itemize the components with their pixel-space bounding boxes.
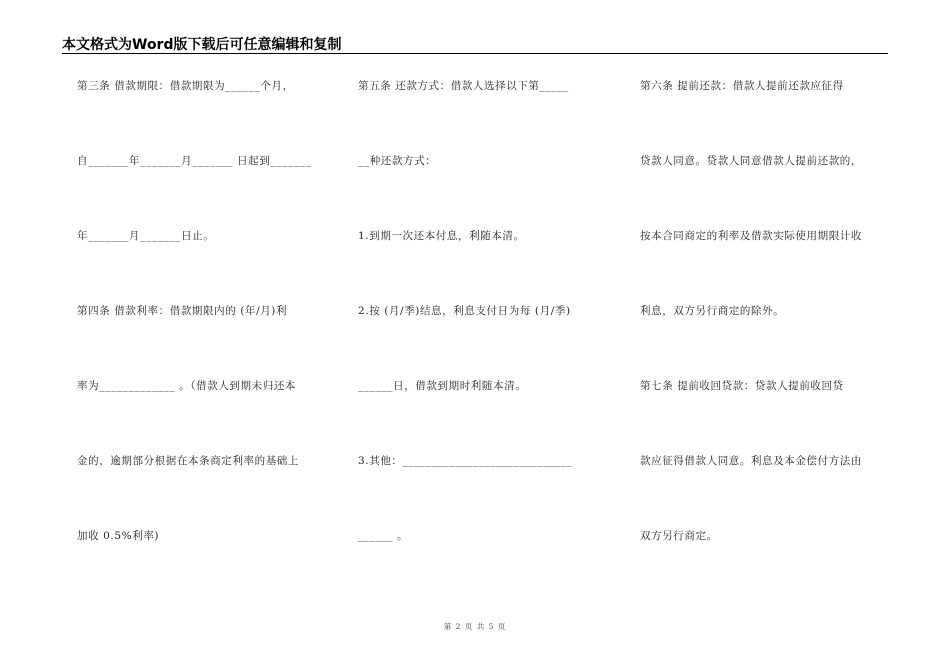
text-line: 按本合同商定的利率及借款实际使用期限计收 [640, 230, 862, 242]
text-line: ______ 。 [358, 530, 409, 542]
text-line: 自_______年_______月_______ 日起到_______ [77, 155, 312, 167]
page-number: 第 2 页 共 5 页 [443, 622, 507, 631]
text-line: 金的，逾期部分根据在本条商定利率的基础上 [77, 455, 299, 467]
text-line: 2.按 (月/季)结息，利息支付日为每 (月/季) [358, 305, 571, 317]
text-line: 加收 0.5%利率) [77, 530, 160, 542]
text-line: 款应征得借款人同意。利息及本金偿付方法由 [640, 455, 862, 467]
page-header-title: 本文格式为Word版下载后可任意编辑和复制 [62, 37, 342, 53]
text-line: 双方另行商定。 [640, 530, 718, 542]
text-line: 第三条 借款期限：借款期限为______个月， [77, 80, 294, 92]
text-line: 年_______月_______日止。 [77, 230, 215, 242]
text-line: 1.到期一次还本付息，利随本清。 [358, 230, 525, 242]
text-line: 利息，双方另行商定的除外。 [640, 305, 785, 317]
text-line: 第四条 借款利率：借款期限内的 (年/月)利 [77, 305, 288, 317]
header-divider [62, 53, 888, 54]
text-line: 第五条 还款方式：借款人选择以下第_____ [358, 80, 569, 92]
text-line: __种还款方式： [358, 155, 437, 167]
text-line: 率为_____________ 。（借款人到期未归还本 [77, 380, 297, 392]
text-line: 贷款人同意。贷款人同意借款人提前还款的， [640, 155, 862, 167]
text-line: 3.其他：_____________________________ [358, 455, 573, 467]
text-line: ______日，借款到期时利随本清。 [358, 380, 527, 392]
text-line: 第六条 提前还款：借款人提前还款应征得 [640, 80, 844, 92]
text-line: 第七条 提前收回贷款：贷款人提前收回贷 [640, 380, 844, 392]
